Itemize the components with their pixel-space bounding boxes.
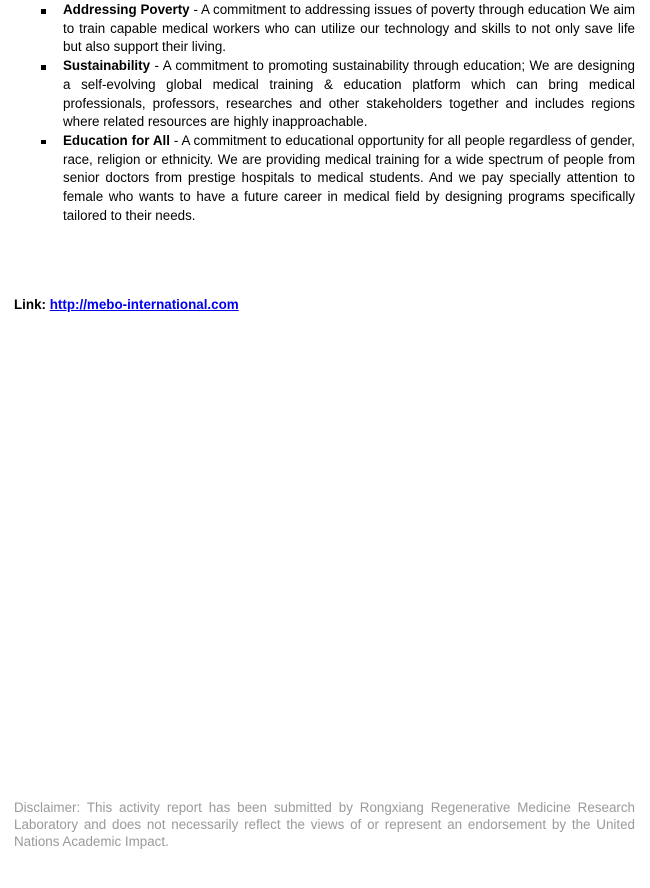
- bullet-square-icon: [41, 9, 46, 14]
- commitment-list: [63, 1, 635, 225]
- bullet-term: Sustainability: [63, 58, 151, 74]
- list-item-education-for-all: [63, 132, 635, 226]
- bullet-square-icon: [41, 65, 46, 70]
- list-item-addressing-poverty: [63, 1, 635, 57]
- bullet-term: Education for All: [63, 132, 170, 148]
- mebo-international-link[interactable]: http://mebo-international.com: [49, 297, 239, 312]
- bullet-term: Addressing Poverty: [63, 2, 190, 17]
- link-label: Link:: [14, 297, 46, 312]
- disclaimer-text: Disclaimer: This activity report has been submitted by Rongxiang Regenerative Medicine Research Laboratory and does not necessarily reflect the views of or represent an endorsement by the United Nations Academic Impact.: [14, 800, 635, 850]
- bullet-square-icon: [41, 140, 46, 145]
- link-line: [14, 296, 239, 315]
- bullet-text: - A commitment to educational opportunity for all people regardless of gender, race, religion or ethnicity. We are providing medical training for a wide spectrum of people from senior doctors from prestige hospitals to medical students. And we pay specially attention to female who wants to have a future career in medical field by designing programs specifically tailored to their needs.: [63, 132, 635, 223]
- bullet-text: - A commitment to promoting sustainability through education; We are designing a self-evolving global medical training & education platform which can bring medical professionals, professors, researches and other stakeholders together and includes regions where related resources are highly inapproachable.: [63, 58, 635, 130]
- list-item-sustainability: [63, 57, 635, 132]
- bullet-text: - A commitment to addressing issues of poverty through education We aim to train capable medical workers who can utilize our technology and skills to not only save life but also support their living.: [63, 2, 636, 55]
